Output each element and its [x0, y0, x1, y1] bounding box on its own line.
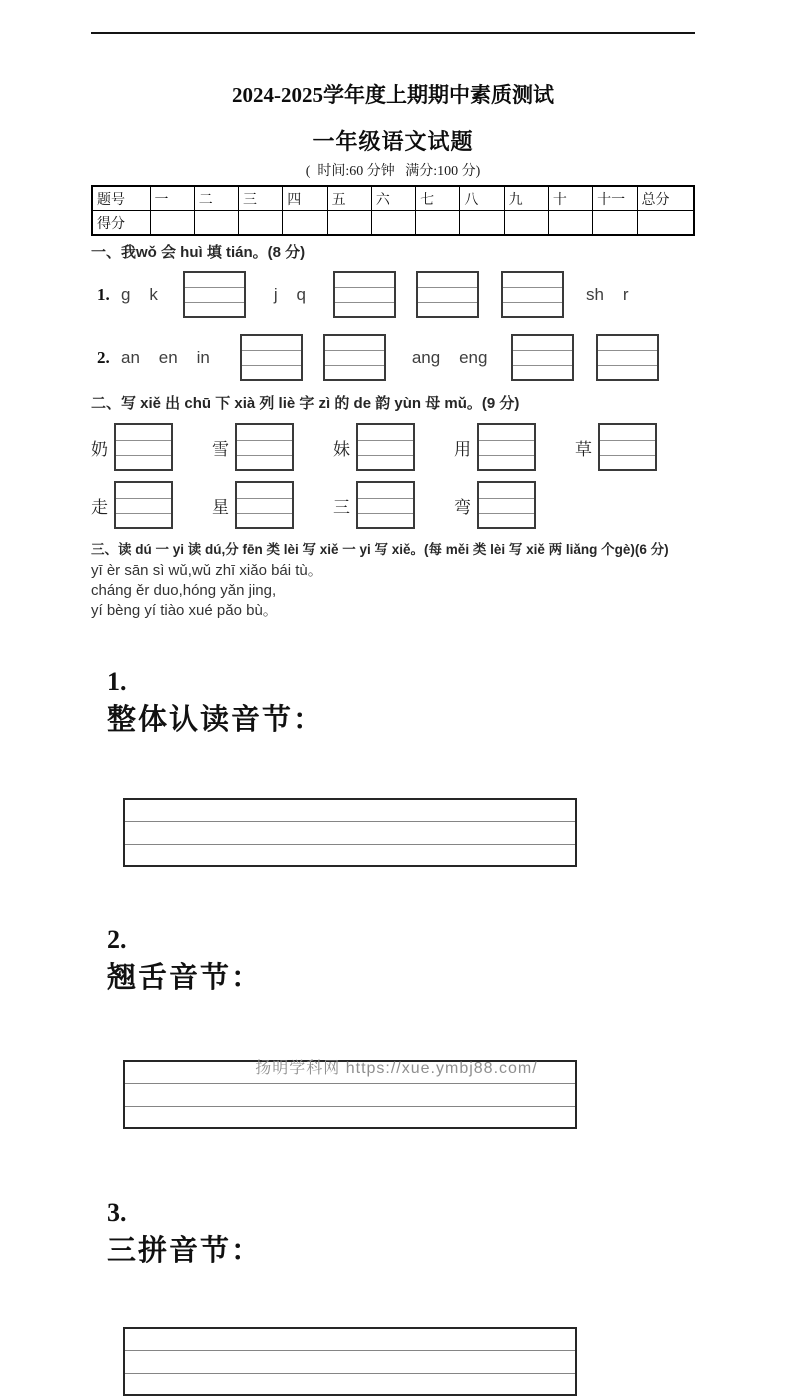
score-table-header-cell: 二 [194, 186, 238, 211]
exam-meta: ( 时间:60 分钟 满分:100 分) [305, 164, 481, 179]
character-cell [91, 423, 212, 471]
subsection-number: 2. [107, 925, 127, 954]
pinyin-grid-box [183, 271, 246, 318]
pinyin-letters: an en in [121, 347, 210, 367]
pinyin-grid-box [416, 271, 479, 318]
pinyin-grid-box [114, 481, 173, 529]
pinyin-grid-box [235, 481, 294, 529]
subsection-title: 翘舌音节： [107, 962, 263, 994]
character-cell [454, 423, 575, 471]
pinyin-grid-box [596, 334, 659, 381]
question-2-row [91, 334, 695, 381]
character-cell [91, 481, 212, 529]
score-table-header-cell: 六 [371, 186, 415, 211]
character-cell [212, 423, 333, 471]
page-title: 2024-2025学年度上期期中素质测试 [232, 83, 554, 107]
character-cell [454, 481, 575, 529]
pinyin-letters: ang eng [411, 347, 488, 367]
subsection-title: 整体认读音节： [107, 704, 325, 736]
section-one-heading: 一、我wǒ 会 huì 填 tián。(8 分) [91, 244, 306, 261]
answer-writing-box [123, 798, 577, 867]
score-table-header-cell: 三 [239, 186, 283, 211]
score-cell [504, 211, 548, 236]
hanzi-char: 用 [454, 439, 471, 459]
score-table-header-cell: 七 [416, 186, 460, 211]
score-cell [239, 211, 283, 236]
subsection-heading-2 [91, 889, 695, 1034]
pinyin-grid-box [333, 271, 396, 318]
character-cell [212, 481, 333, 529]
pinyin-grid-box [356, 481, 415, 529]
pinyin-letters: g k [121, 284, 158, 304]
score-table-header-cell: 十 [548, 186, 592, 211]
pinyin-grid-box [477, 481, 536, 529]
pinyin-grid-box [356, 423, 415, 471]
exam-page [91, 0, 695, 1396]
character-cell [575, 423, 696, 471]
subsection-heading-3 [91, 1162, 695, 1307]
subsection-heading-1 [91, 631, 695, 776]
hanzi-char: 妹 [333, 439, 350, 459]
score-cell [194, 211, 238, 236]
score-cell [416, 211, 460, 236]
score-cell [150, 211, 194, 236]
hanzi-char: 星 [212, 497, 229, 517]
hanzi-char: 雪 [212, 439, 229, 459]
score-table-header-cell: 八 [460, 186, 504, 211]
score-table-header-cell: 五 [327, 186, 371, 211]
score-table-header-cell: 题号 [92, 186, 150, 211]
score-table [91, 185, 695, 236]
pinyin-line: cháng ěr duo,hóng yǎn jing, [91, 582, 277, 599]
subsection-number: 1. [107, 667, 127, 696]
pinyin-grid-box [323, 334, 386, 381]
score-table-header-cell: 总分 [637, 186, 694, 211]
score-table-header-cell: 一 [150, 186, 194, 211]
pinyin-grid-box [235, 423, 294, 471]
hanzi-char: 奶 [91, 439, 108, 459]
section-three-heading: 三、读 dú 一 yi 读 dú,分 fēn 类 lèi 写 xiě 一 yi 写 xiě。(每 měi 类 lèi 写 xiě 两 liǎng 个gè)(6 分) [91, 542, 669, 557]
hanzi-char: 草 [575, 439, 592, 459]
character-row-2 [91, 481, 695, 529]
subsection-title: 三拼音节： [107, 1235, 263, 1267]
pinyin-grid-box [598, 423, 657, 471]
score-cell [371, 211, 415, 236]
pinyin-letters: j q [273, 284, 306, 304]
pinyin-grid-box [477, 423, 536, 471]
answer-writing-box [123, 1327, 577, 1396]
character-cell [333, 481, 454, 529]
hanzi-char: 弯 [454, 497, 471, 517]
question-number: 2. [97, 347, 110, 367]
subsection-number: 3. [107, 1198, 127, 1227]
pinyin-grid-box [240, 334, 303, 381]
pinyin-grid-box [511, 334, 574, 381]
pinyin-line: yí bèng yí tiào xué pǎo bù。 [91, 602, 278, 619]
score-label-cell: 得分 [92, 211, 150, 236]
pinyin-letters: sh r [585, 284, 629, 304]
score-cell [460, 211, 504, 236]
score-table-score-row [92, 211, 694, 236]
pinyin-grid-box [501, 271, 564, 318]
hanzi-char: 走 [91, 497, 108, 517]
character-cell [333, 423, 454, 471]
score-table-header-cell: 四 [283, 186, 327, 211]
score-cell [548, 211, 592, 236]
section-two-heading: 二、写 xiě 出 chū 下 xià 列 liè 字 zì 的 de 韵 yùn 母 mǔ。(9 分) [91, 395, 520, 412]
page-subtitle: 一年级语文试题 [312, 129, 474, 154]
score-cell [637, 211, 694, 236]
score-cell [593, 211, 637, 236]
score-cell [283, 211, 327, 236]
pinyin-grid-box [114, 423, 173, 471]
score-table-header-cell: 十一 [593, 186, 637, 211]
question-number: 1. [97, 284, 110, 304]
pinyin-text-block [91, 561, 695, 621]
score-cell [327, 211, 371, 236]
pinyin-line: yī èr sān sì wǔ,wǔ zhī xiǎo bái tù。 [91, 562, 323, 579]
score-table-header-row [92, 186, 694, 211]
footer-watermark: 扬明学科网 https://xue.ymbj88.com/ [255, 1060, 538, 1077]
hanzi-char: 三 [333, 497, 350, 517]
score-table-header-cell: 九 [504, 186, 548, 211]
question-1-row [91, 271, 695, 318]
character-row-1 [91, 423, 695, 471]
